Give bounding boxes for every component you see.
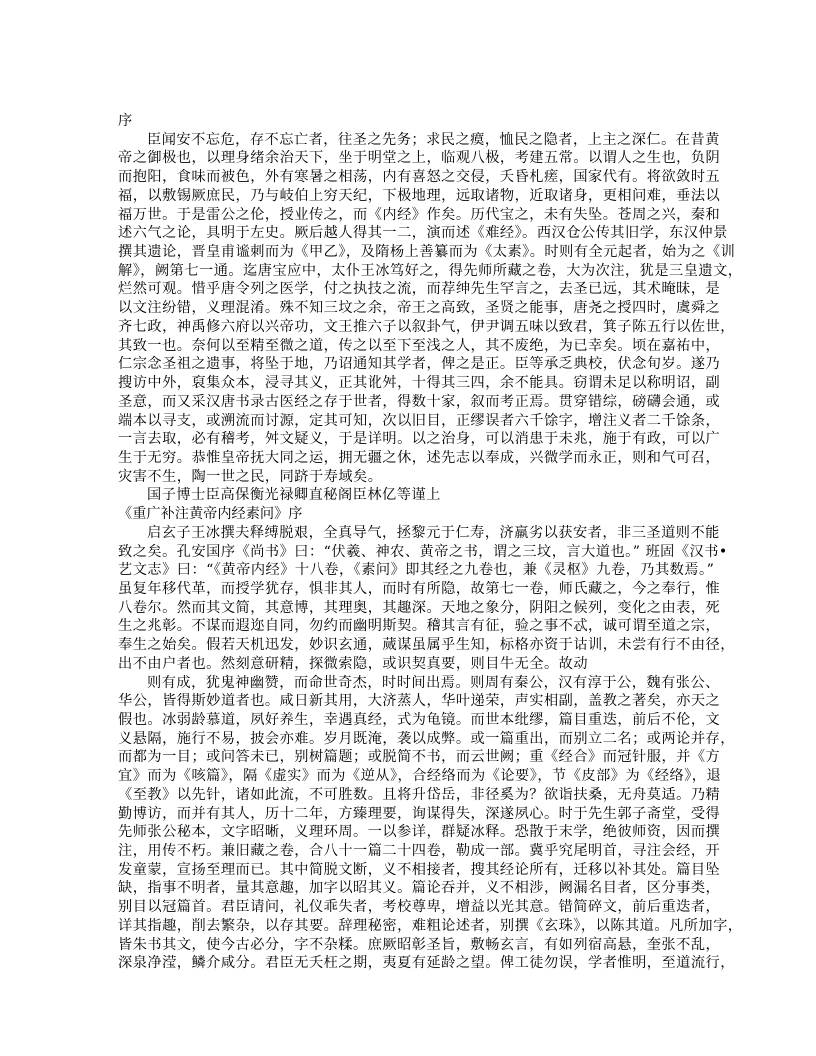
text-line: 烂然可观。惜乎唐令列之医学，付之执技之流，而荐绅先生罕言之，去圣已远，其术晻昧，是 bbox=[118, 281, 721, 298]
text-line: 搜访中外，裒集众本，浸寻其义，正其讹舛，十得其三四，余不能具。窃谓未足以称明诏，副 bbox=[118, 375, 721, 392]
text-line: 皆朱书其文，使今古必分，字不杂糅。庶厥昭彰圣旨，敷畅玄言，有如列宿高悬，奎张不乱， bbox=[118, 936, 721, 953]
text-line: 撰其遗论，晋皇甫谧刺而为《甲乙》，及隋杨上善纂而为《太素》。时则有全元起者，始为之《训 bbox=[118, 244, 736, 261]
text-line: 致之矣。孔安国序《尚书》曰：“伏羲、神农、黄帝之书，谓之三坟，言大道也。” 班固《汉书• bbox=[118, 543, 728, 560]
text-line: 先师张公秘本，文字昭晰，义理环周。一以参详，群疑冰释。恐散于末学，绝彼师资，因而撰 bbox=[118, 824, 721, 841]
text-line: 义悬隔，施行不易，披会亦难。岁月既淹，袭以成弊。或一篇重出，而别立二名；或两论并存， bbox=[118, 730, 735, 747]
paragraph bbox=[118, 674, 743, 974]
text-line: 注，用传不朽。兼旧藏之卷，合八十一篇二十四卷，勒成一部。冀乎究尾明首，寻注会经，开 bbox=[118, 843, 721, 860]
text-line: 灾害不生，陶一世之民，同跻于寿域矣。 bbox=[118, 468, 383, 485]
text-line: 奉生之始矣。假若天机迅发，妙识玄通，蒇谋虽属乎生知，标格亦资于诂训，未尝有行不由径， bbox=[118, 637, 735, 654]
text-line: 以文注纷错，义理混淆。殊不知三坟之余，帝王之高致，圣贤之能事，唐尧之授四时，虞舜之 bbox=[118, 300, 721, 317]
text-line: 出不由户者也。然刻意研精，探微索隐，或识契真要，则目牛无全。故动 bbox=[118, 655, 589, 672]
text-line: 其致一也。奈何以至精至微之道，传之以至下至浅之人，其不废绝，为已幸矣。顷在嘉祐中， bbox=[118, 337, 721, 354]
text-line: 仁宗念圣祖之遗事，将坠于地，乃诏通知其学者，俾之是正。臣等承乏典校，伏念旬岁。遂乃 bbox=[118, 356, 721, 373]
text-line: 则有成，犹鬼神幽赞，而命世奇杰，时时间出焉。则周有秦公，汉有淳于公，魏有张公、 bbox=[147, 674, 720, 691]
section-title: 《重广补注黄帝内经素问》序 bbox=[118, 506, 303, 523]
text-line: 而抱阳，食味而被色，外有寒暑之相荡，内有喜怒之交侵，夭昏札瘥，国家代有。将欲敛时五 bbox=[118, 169, 721, 186]
paragraph bbox=[118, 131, 743, 487]
text-line: 福万世。于是雷公之伦，授业传之，而《内经》作矣。历代宝之，未有失坠。苍周之兴，秦和 bbox=[118, 206, 721, 223]
text-line: 华公，皆得斯妙道者也。咸日新其用，大济蒸人，华叶递荣，声实相副，盖教之著矣，亦天之 bbox=[118, 693, 721, 710]
text-line: 八卷尔。然而其文简，其意博，其理奥，其趣深。天地之象分，阴阳之候列，变化之由表，死 bbox=[118, 599, 721, 616]
text-line: 而都为一目；或问答未已，别树篇题；或脱简不书，而云世阙；重《经合》而冠针服，并《方 bbox=[118, 749, 721, 766]
text-line: 解》，阙第七一通。迄唐宝应中，太仆王冰笃好之，得先师所藏之卷，大为次注，犹是三皇遗文， bbox=[118, 262, 743, 279]
document-page bbox=[118, 112, 743, 973]
text-line: 帝之御极也，以理身绪余治天下，坐于明堂之上，临观八极，考建五常。以谓人之生也，负阴 bbox=[118, 150, 721, 167]
text-line: 详其指趣，削去繁杂，以存其要。辞理秘密，难粗论述者，别撰《玄珠》，以陈其道。凡所加字， bbox=[118, 917, 743, 934]
text-line: 缺，指事不明者，量其意趣，加字以昭其义。篇论吞并，义不相涉，阙漏名目者，区分事类， bbox=[118, 880, 721, 897]
text-line: 发童蒙，宣扬至理而已。其中简脱文断，义不相接者，搜其经论所有，迁移以补其处。篇目坠 bbox=[118, 861, 721, 878]
text-line: 虽复年移代革，而授学犹存，惧非其人，而时有所隐，故第七一卷，师氏藏之，今之奉行，惟 bbox=[118, 580, 721, 597]
text-line: 艺文志》曰：“《黄帝内经》十八卷，《素问》即其经之九卷也，兼《灵枢》九卷，乃其数焉。” bbox=[118, 562, 715, 579]
text-line: 勤博访，而并有其人，历十二年，方臻理要，询谋得失，深遂夙心。时于先生郭子斋堂，受得 bbox=[118, 805, 721, 822]
text-line: 述六气之论，具明于左史。厥后越人得其一二，演而述《难经》。西汉仓公传其旧学，东汉仲景 bbox=[118, 225, 728, 242]
text-line: 端本以寻支，或溯流而讨源，定其可知，次以旧目，正缪误者六千馀字，增注义者二千馀条， bbox=[118, 412, 721, 429]
text-line: 假也。冰弱龄慕道，夙好养生，幸遇真经，式为龟镜。而世本纰缪，篇目重迭，前后不伦，文 bbox=[118, 712, 721, 728]
section-title: 序 bbox=[118, 113, 133, 129]
text-line: 深泉净滢，鳞介咸分。君臣无夭枉之期，夷夏有延龄之望。俾工徒勿误，学者惟明，至道流行， bbox=[118, 955, 735, 972]
text-line: 齐七政，神禹修六府以兴帝功，文王推六子以叙卦气，伊尹调五味以致君，箕子陈五行以佐世， bbox=[118, 318, 735, 335]
text-line: 别目以冠篇首。君臣请问，礼仪乖失者，考校尊卑，增益以光其意。错简碎文，前后重迭者， bbox=[118, 899, 721, 916]
text-line: 臣闻安不忘危，存不忘亡者，往圣之先务；求民之瘼，恤民之隐者，上主之深仁。在昔黄 bbox=[147, 131, 720, 148]
text-line: 福，以敷锡厥庶民，乃与岐伯上穷天纪，下极地理，远取诸物，近取诸身，更相问难，垂法以 bbox=[118, 187, 721, 204]
text-line: 宜》而为《咳篇》，隔《虚实》而为《逆从》，合经络而为《论要》，节《皮部》为《经络》，退 bbox=[118, 768, 722, 785]
paragraph bbox=[118, 524, 735, 674]
text-line: 启玄子王冰撰夫释缚脱艰，全真导气，拯黎元于仁寿，济羸劣以获安者，非三圣道则不能 bbox=[147, 524, 720, 541]
text-line: 生于无穷。恭惟皇帝抚大同之运，拥无疆之休，述先志以奉成，兴微学而永正，则和气可召， bbox=[118, 449, 721, 466]
text-line: 一言去取，必有稽考，舛文疑义，于是详明。以之治身，可以消患于未兆，施于有政，可以广 bbox=[118, 431, 721, 448]
text-line: 《至教》以先针，诸如此流，不可胜数。且将升岱岳，非径奚为？欲诣扶桑，无舟莫适。乃精 bbox=[118, 786, 721, 803]
signature-line: 国子博士臣高保衡光禄卿直秘阁臣林亿等谨上 bbox=[147, 487, 441, 504]
text-line: 生之兆彰。不谋而遐迩自同，勿约而幽明斯契。稽其言有征，验之事不忒，诚可谓至道之宗， bbox=[118, 618, 721, 635]
text-line: 圣意，而又采汉唐书录古医经之存于世者，得数十家，叙而考正焉。贯穿错综，磅礴会通，或 bbox=[118, 393, 721, 410]
